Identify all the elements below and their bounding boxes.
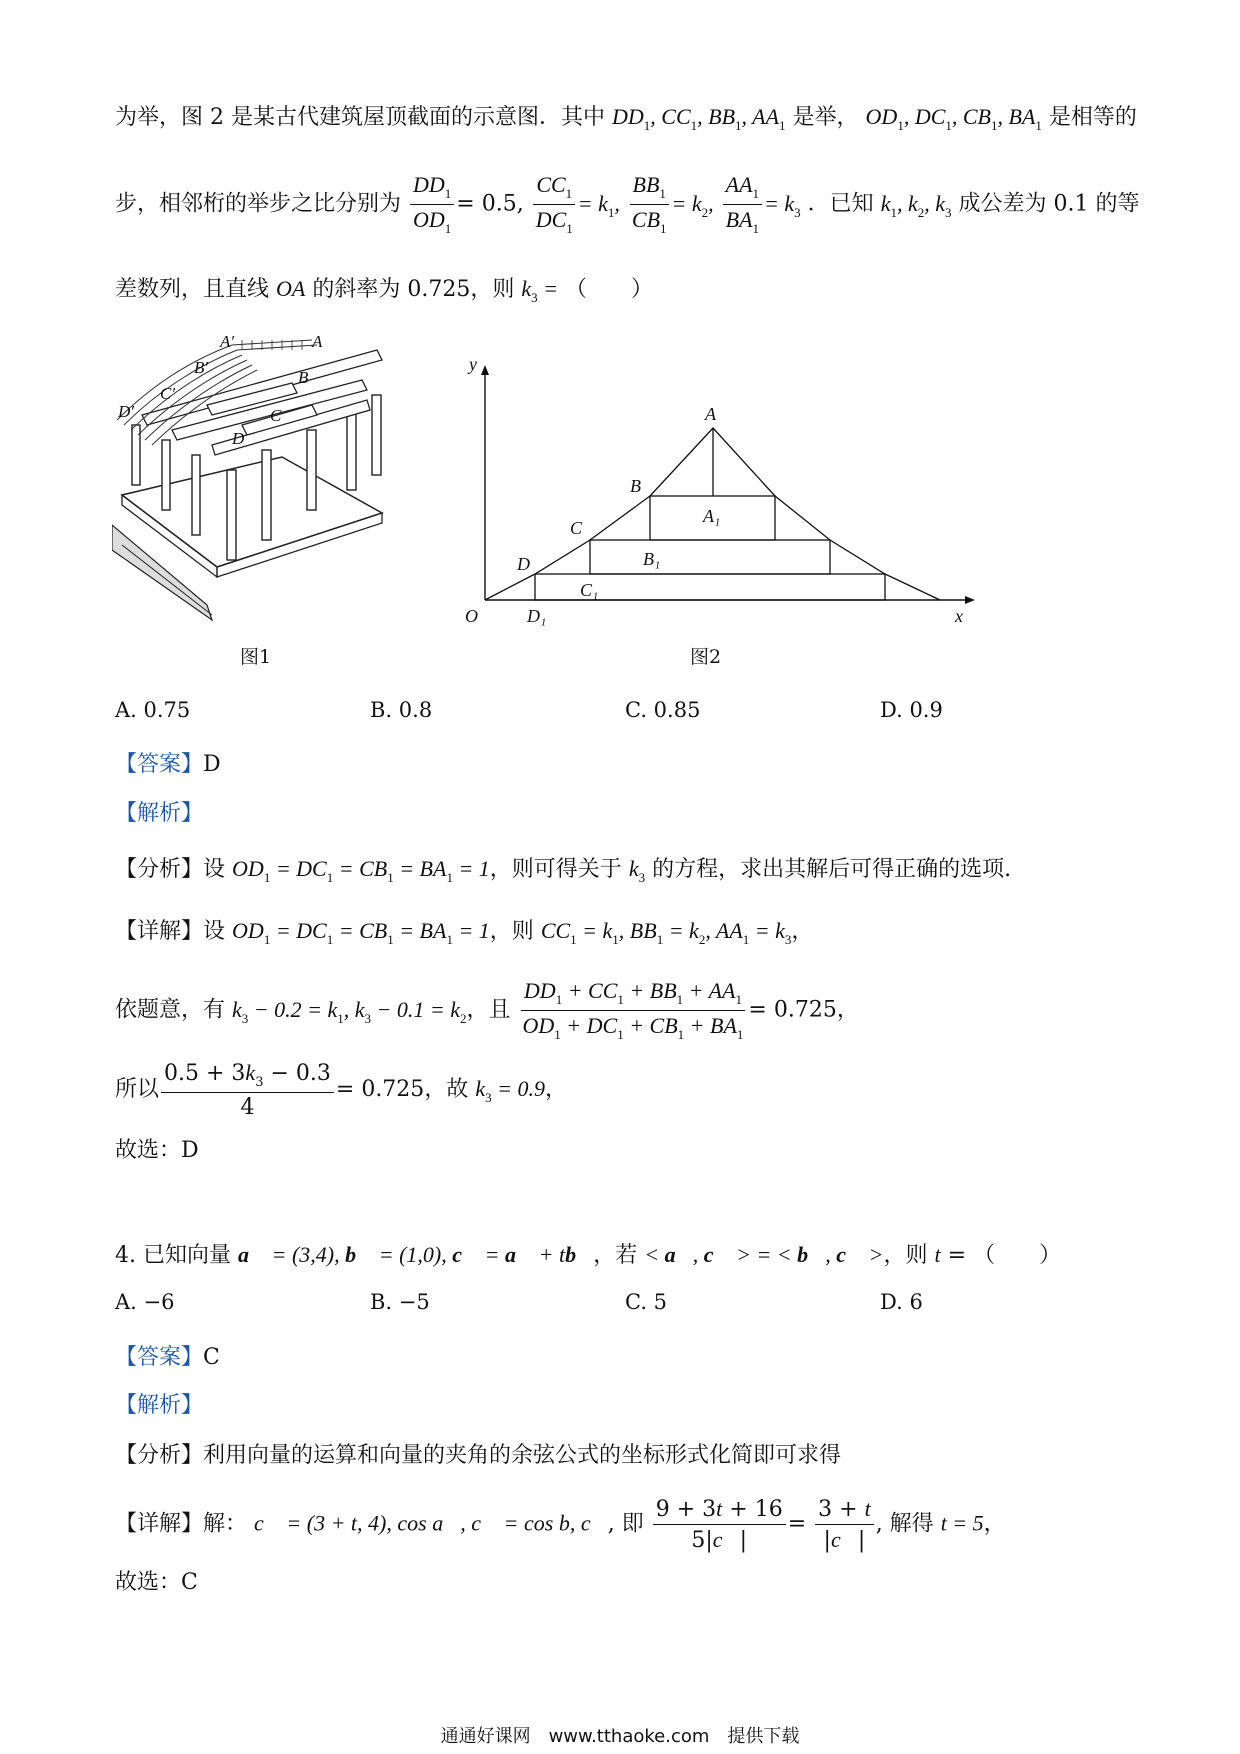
- q3-line2-text-b: ．已知: [807, 191, 874, 217]
- q4-stem-text-d: （ ）: [973, 1243, 1062, 1268]
- q3-xiangjie-tag: 【详解】: [115, 919, 204, 944]
- q3-line1-text-b: 是举，: [792, 105, 859, 130]
- q3-option-b[interactable]: B. 0.8: [370, 698, 433, 722]
- q4-xiangjie-line: 【详解】解： c⃗ = (3 + t, 4), cos a⃗, c⃗ = cos b, c⃗, 即 $\frac{9 + 3t + 16}{5|c⃗|}$ = $\frac{3 + t}{|c⃗|}$ , 解得 t = 5，: [115, 1496, 1006, 1553]
- q3-line2: 步，相邻桁的举步之比分别为 $\frac{DD_1}{OD_1}$ = 0.5, $\frac{CC_1}{DC_1}$ = $k_1$, $\frac{BB_1}{CB_1}$ = $k_2$, $\frac{AA_1}{BA_1}$ = $k_3$ ．已知 $k_1$, $k_2$, $k_3$ 成公差为 0.1 的等: [115, 172, 1140, 236]
- q3-line3-text-a: 差数列，且直线: [115, 277, 270, 302]
- q4-jiexi-tag: 【解析】: [115, 1393, 204, 1418]
- q3-xiangjie-text-a: 设: [203, 919, 226, 944]
- q3-step2-text-b: ，故: [424, 1077, 469, 1102]
- q4-t: t: [934, 1242, 941, 1267]
- q4-fenxi-line: [115, 1438, 841, 1469]
- frac-dd1-od1: $\frac{DD_1}{OD_1}$: [410, 172, 454, 237]
- q4-option-c[interactable]: C. 5: [625, 1290, 668, 1314]
- q4-xiangjie-tag: 【详解】: [115, 1511, 204, 1537]
- q3-answer: D: [203, 752, 221, 777]
- q3-step1-text-a: 依题意，有: [115, 997, 226, 1023]
- q3-xiangjie-line: 【详解】设 $OD_1 = DC_1 = CB_1 = BA_1 = 1$，则 $CC_1 = k_1$, $BB_1 = k_2$, $AA_1 = k_3$，: [115, 918, 814, 947]
- fig2-label-o: O: [465, 606, 478, 626]
- fig1-label-b: B: [298, 368, 309, 387]
- q3-answer-line: [115, 747, 221, 778]
- q4-option-a[interactable]: A. −6: [115, 1290, 175, 1314]
- q4-stem-text-b: ，若: [593, 1243, 638, 1268]
- fig1-label-d-prime: D′: [118, 402, 134, 421]
- fig2-caption: 图2: [690, 646, 722, 668]
- q3-oa: OA: [276, 276, 306, 301]
- q3-line3-text-b: 的斜率为 0.725，则: [312, 277, 515, 302]
- q4-frac-right: $\frac{3 + t}{|c⃗|}$: [815, 1496, 874, 1553]
- q3-fenxi-text-c: 的方程，求出其解后可得正确的选项.: [652, 857, 1012, 882]
- q4-xiangjie-text-b: , 即: [607, 1511, 644, 1537]
- figure-2-cross-section: [455, 360, 980, 630]
- q3-fenxi-text-a: 设: [203, 857, 226, 882]
- q3-fenxi-text-b: ，则可得关于: [489, 857, 622, 882]
- q3-fenxi-tag: 【分析】: [115, 857, 204, 882]
- q3-xiangjie-eq1: $OD_1 = DC_1 = CB_1 = BA_1 = 1$: [232, 918, 490, 947]
- q4-option-b[interactable]: B. −5: [370, 1290, 430, 1314]
- q3-jiexi-line: [115, 796, 203, 827]
- q4-angle-eq: < a⃗, c⃗ > = < b⃗, c⃗ >: [644, 1242, 884, 1267]
- fig2-label-b: B: [630, 476, 641, 496]
- fig2-label-a1: A₁: [703, 506, 721, 526]
- q3-xiangjie-eq2: $CC_1 = k_1$, $BB_1 = k_2$, $AA_1 = k_3$: [540, 918, 792, 947]
- q4-conclusion: 故选：C: [115, 1570, 198, 1595]
- q4-stem-text-c: ，则: [883, 1243, 928, 1268]
- q3-option-d[interactable]: D. 0.9: [880, 698, 943, 722]
- q3-option-a[interactable]: A. 0.75: [115, 698, 191, 722]
- q4-answer-tag: 【答案】: [115, 1345, 204, 1370]
- fig2-label-c1: C₁: [580, 580, 599, 600]
- q4-t-result: t = 5: [940, 1510, 984, 1536]
- q3-option-c[interactable]: C. 0.85: [625, 698, 701, 722]
- q3-line3: [115, 272, 653, 306]
- frac-bb1-cb1: $\frac{BB_1}{CB_1}$: [629, 172, 670, 237]
- q3-ju-list: $DD_1$, $CC_1$, $BB_1$, $AA_1$: [612, 104, 786, 133]
- q3-answer-tag: 【答案】: [115, 752, 204, 777]
- fig1-label-d: D: [232, 429, 245, 448]
- q4-xiangjie-text-a: 解：: [203, 1511, 248, 1537]
- q3-step2-result: $k_3 = 0.9$: [475, 1076, 545, 1105]
- q4-fenxi-text: 利用向量的运算和向量的夹角的余弦公式的坐标形式化简即可求得: [203, 1443, 842, 1468]
- fig1-label-b-prime: B′: [194, 358, 209, 377]
- q3-line1-text-a: 为举，图 2 是某古代建筑屋顶截面的示意图．其中: [115, 105, 605, 130]
- q3-bu-list: $OD_1$, $DC_1$, $CB_1$, $BA_1$: [865, 104, 1042, 133]
- q4-xiangjie-text-c: , 解得: [875, 1511, 934, 1537]
- q4-fenxi-tag: 【分析】: [115, 1443, 204, 1468]
- q3-jiexi-tag: 【解析】: [115, 801, 204, 826]
- figure-1-building: [112, 335, 442, 625]
- q3-line1-text-c: 是相等的: [1048, 105, 1137, 130]
- q3-fenxi-k3: $k_3$: [628, 856, 646, 885]
- frac-aa1-ba1: $\frac{AA_1}{BA_1}$: [723, 172, 762, 237]
- fig1-label-a: A: [312, 335, 323, 351]
- q3-k3: $k_3$ =: [521, 276, 558, 305]
- q4-option-d[interactable]: D. 6: [880, 1290, 923, 1314]
- fig1-label-a-prime: A′: [220, 335, 235, 351]
- fig2-label-b1: B₁: [643, 549, 661, 569]
- q3-step1-text-b: ，且: [466, 997, 511, 1023]
- q4-stem-text-a: 4. 已知向量: [115, 1243, 231, 1268]
- q3-conclusion: 故选：D: [115, 1138, 199, 1163]
- q3-line1: [115, 100, 1137, 134]
- fig2-label-d: D: [517, 554, 530, 574]
- q4-jiexi-line: [115, 1388, 203, 1419]
- q3-step2-line: 所以 $\frac{0.5 + 3k_3 - 0.3}{4}$ = 0.725，故 $k_3 = 0.9$，: [115, 1060, 567, 1120]
- q3-fenxi-eq: $OD_1 = DC_1 = CB_1 = BA_1 = 1$: [232, 856, 490, 885]
- fig1-label-c-prime: C′: [160, 384, 176, 403]
- q4-c-vector: c⃗ = (3 + t, 4), cos a⃗, c⃗ = cos b, c⃗: [254, 1510, 608, 1536]
- q3-k-list: $k_1$, $k_2$, $k_3$: [880, 190, 952, 220]
- q4-vectors: a⃗ = (3,4), b⃗ = (1,0), c⃗ = a⃗ + tb⃗: [237, 1242, 594, 1267]
- fig2-label-a: A: [705, 404, 716, 424]
- fig2-label-d1: D₁: [527, 606, 547, 626]
- q4-answer: C: [203, 1345, 220, 1370]
- q3-step1-eq: $k_3 - 0.2 = k_1$, $k_3 - 0.1 = k_2$: [232, 996, 467, 1026]
- q4-stem: 4. 已知向量 a⃗ = (3,4), b⃗ = (1,0), c⃗ = a⃗ + tb⃗，若 < a⃗, c⃗ > = < b⃗, c⃗ >，则 t = （ ）: [115, 1242, 1062, 1268]
- q3-xiangjie-text-b: ，则: [489, 919, 534, 944]
- frac-cc1-dc1: $\frac{CC_1}{DC_1}$: [533, 172, 576, 237]
- fig1-caption: 图1: [240, 646, 272, 668]
- fig2-label-c: C: [570, 518, 583, 538]
- q3-step1-line: 依题意，有 $k_3 - 0.2 = k_1$, $k_3 - 0.1 = k_2$，且 $\frac{DD_1 + CC_1 + BB_1 + AA_1}{OD_1 + DC_1 + CB_1 + BA_1}$ = 0.725，: [115, 978, 859, 1042]
- q3-step2-text-a: 所以: [115, 1077, 160, 1102]
- fig2-label-y: y: [469, 360, 477, 374]
- q4-answer-line: [115, 1340, 220, 1371]
- q3-line2-text-a: 步，相邻桁的举步之比分别为: [115, 191, 402, 217]
- fig2-label-x: x: [955, 606, 963, 626]
- q3-fenxi-line: [115, 852, 1011, 886]
- fig1-label-c: C: [270, 406, 282, 425]
- q3-line3-text-c: （ ）: [564, 277, 653, 302]
- q3-line2-text-c: 成公差为 0.1 的等: [958, 191, 1140, 217]
- q3-step2-frac: $\frac{0.5 + 3k_3 - 0.3}{4}$: [161, 1060, 334, 1120]
- page-footer: 通通好课网 www.tthaoke.com 提供下载: [440, 1726, 800, 1747]
- q4-frac-left: $\frac{9 + 3t + 16}{5|c⃗|}$: [653, 1496, 786, 1553]
- q3-step1-frac: $\frac{DD_1 + CC_1 + BB_1 + AA_1}{OD_1 + DC_1 + CB_1 + BA_1}$: [522, 978, 744, 1042]
